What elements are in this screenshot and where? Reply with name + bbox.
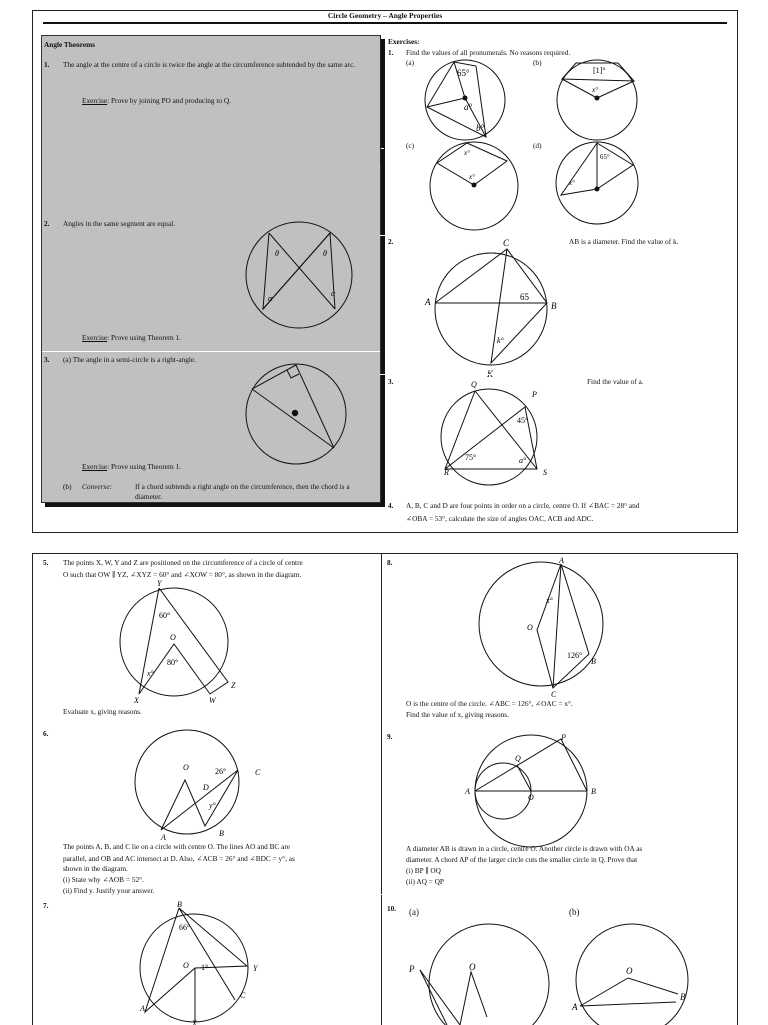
q10a-label: (a) — [409, 907, 419, 917]
ex-3-diagram — [433, 379, 563, 479]
diameter — [252, 389, 334, 448]
worksheet-page-2 — [32, 553, 738, 1025]
svg-text:C: C — [240, 991, 246, 1000]
theorem-3b-label: (b) — [63, 482, 72, 491]
svg-text:x°: x° — [569, 179, 575, 187]
label-theta-1: θ — [275, 249, 279, 258]
ex-2-text: AB is a diameter. Find the value of k. — [569, 237, 679, 246]
svg-text:B: B — [177, 900, 182, 909]
q5-number: 5. — [43, 558, 49, 567]
theorem-2-exercise: Exercise: Prove using Theorem 1. — [82, 333, 181, 342]
svg-text:P: P — [561, 733, 566, 742]
ex-1c-diagram — [429, 141, 519, 231]
ex-3-text: Find the value of a. — [587, 377, 644, 386]
svg-text:A: A — [140, 1004, 145, 1013]
q8-line-1: O is the centre of the circle. ∠ABC = 126°, ∠OAC = x°. — [406, 699, 573, 708]
svg-text:O: O — [183, 763, 189, 772]
svg-text:x°: x° — [546, 596, 553, 605]
svg-text:C: C — [551, 690, 557, 699]
svg-text:y°: y° — [209, 801, 216, 810]
svg-text:x°: x° — [464, 149, 470, 157]
svg-text:60°: 60° — [159, 611, 171, 620]
ex-1b-diagram — [556, 59, 638, 141]
q6-number: 6. — [43, 729, 49, 738]
svg-text:26°: 26° — [215, 767, 227, 776]
svg-text:O: O — [528, 793, 534, 802]
svg-text:C: C — [255, 768, 261, 777]
label-theta-2: θ — [323, 249, 327, 258]
svg-text:O: O — [527, 623, 533, 632]
q8-number: 8. — [387, 558, 393, 567]
q10-number: 10. — [387, 904, 397, 913]
theorems-heading: Angle Theorems — [44, 40, 96, 49]
svg-text:A: A — [425, 297, 431, 307]
ex-1a-label: (a) — [406, 58, 415, 67]
svg-text:A: A — [161, 833, 166, 842]
q9-number: 9. — [387, 732, 393, 741]
svg-text:126°: 126° — [567, 651, 583, 660]
svg-text:A: A — [572, 1002, 578, 1012]
svg-text:K: K — [487, 369, 494, 379]
svg-text:k°: k° — [497, 336, 504, 345]
svg-text:X: X — [192, 1019, 197, 1025]
panel-divider — [42, 351, 380, 352]
ex-1-number: 1. — [388, 48, 394, 57]
svg-text:C: C — [503, 238, 510, 248]
svg-text:Q: Q — [515, 754, 521, 763]
ex-1d-label: (d) — [533, 141, 542, 150]
svg-text:B: B — [680, 992, 686, 1002]
svg-text:65°: 65° — [600, 153, 610, 161]
q10b-diagram — [570, 922, 720, 1025]
right-angle-mark — [287, 370, 299, 378]
svg-text:S: S — [543, 468, 547, 477]
svg-text:B: B — [591, 657, 596, 666]
svg-text:x°: x° — [147, 669, 154, 678]
label-alpha-2: α — [331, 289, 336, 298]
svg-text:Y: Y — [253, 964, 258, 973]
svg-text:Q: Q — [471, 380, 477, 389]
theorem-3b-text: If a chord subtends a right angle on the circumference, then the chord is a diameter. — [135, 482, 350, 501]
svg-text:X: X — [134, 696, 139, 705]
q8-diagram — [473, 556, 613, 699]
q9-line-2: diameter. A chord AP of the larger circle cuts the smaller circle in Q. Prove that — [406, 855, 638, 864]
ex-2-number: 2. — [388, 237, 394, 246]
circle — [246, 222, 352, 328]
theorem-3a-text: (a) The angle in a semi-circle is a right-angle. — [63, 355, 196, 364]
svg-text:[1]°: [1]° — [593, 66, 606, 75]
svg-text:R: R — [444, 468, 449, 477]
svg-text:65: 65 — [520, 292, 529, 302]
svg-text:Z: Z — [231, 681, 236, 690]
ex-4-line-1: A, B, C and D are four points in order on a circle, centre O. If ∠BAC = 28° and — [406, 501, 640, 510]
theorem-1-number: 1. — [44, 60, 50, 69]
q7-diagram — [137, 900, 267, 1025]
svg-text:a°: a° — [519, 456, 527, 465]
theorem-3-exercise: Exercise: Prove using Theorem 1. — [82, 462, 181, 471]
q6-line-3: shown in the diagram. — [63, 864, 128, 873]
q5-evaluate: Evaluate x, giving reasons. — [63, 707, 142, 716]
svg-text:D: D — [203, 783, 209, 792]
theorem-1-exercise: Exercise: Prove by joining PO and producing to Q. — [82, 96, 231, 105]
ex-1b-label: (b) — [533, 58, 542, 67]
svg-text:B: B — [219, 829, 224, 838]
svg-text:x°: x° — [469, 173, 475, 181]
svg-text:Y: Y — [157, 579, 162, 588]
svg-text:W: W — [209, 696, 216, 705]
centre-dot — [292, 410, 298, 416]
theorem-3b-converse: Converse: — [82, 482, 112, 491]
q10b-label: (b) — [569, 907, 580, 917]
svg-text:b°: b° — [476, 123, 485, 133]
svg-text:x°: x° — [592, 86, 598, 94]
svg-text:P: P — [532, 390, 537, 399]
svg-text:75°: 75° — [465, 453, 477, 462]
ex-1d-diagram — [555, 141, 639, 225]
title-rule — [43, 22, 727, 24]
q6-part-ii: (ii) Find y. Justify your answer. — [63, 886, 155, 895]
q5-diagram — [115, 579, 245, 705]
worksheet-page-1 — [32, 10, 738, 533]
q5-line-1: The points X, W, Y and Z are positioned on the circumference of a circle of centre — [63, 558, 303, 567]
ex-3-number: 3. — [388, 377, 394, 386]
q9-part-i: (i) BP ∥ OQ — [406, 866, 441, 875]
chords — [263, 233, 335, 309]
svg-text:O: O — [626, 966, 633, 976]
q6-line-1: The points A, B, and C lie on a circle with centre O. The lines AO and BC are — [63, 842, 291, 851]
column-divider — [381, 554, 382, 1025]
svg-text:O: O — [469, 962, 476, 972]
theorem-2-text: Angles in the same segment are equal. — [63, 219, 176, 228]
theorem-2-number: 2. — [44, 219, 50, 228]
theorem-1-text: The angle at the centre of a circle is twice the angle at the circumference subtended by the same arc. — [63, 60, 356, 69]
ex-2-diagram — [425, 237, 557, 379]
exercises-heading: Exercises: — [388, 37, 420, 46]
svg-text:a°: a° — [464, 102, 473, 112]
q7-number: 7. — [43, 901, 49, 910]
svg-text:O: O — [183, 961, 189, 970]
theorems-panel — [41, 35, 381, 503]
ex-4-line-2: ∠OBA = 53°, calculate the size of angles OAC, ACB and ADC. — [406, 514, 594, 523]
q10a-diagram — [405, 922, 555, 1025]
svg-text:45°: 45° — [517, 416, 529, 425]
svg-text:B: B — [551, 301, 557, 311]
q8-line-2: Find the value of x, giving reasons. — [406, 710, 509, 719]
theorem-3-number: 3. — [44, 355, 50, 364]
q6-part-i: (i) State why ∠AOB = 52°. — [63, 875, 144, 884]
ex-1a-diagram — [424, 59, 506, 141]
ex-1-text: Find the values of all pronumerals. No reasons required. — [406, 48, 571, 57]
page-title: Circle Geometry – Angle Properties — [327, 11, 443, 20]
svg-text:66°: 66° — [179, 923, 191, 932]
svg-text:O: O — [170, 633, 176, 642]
q9-part-ii: (ii) AQ = QP — [406, 877, 444, 886]
theorem-2-diagram — [245, 221, 353, 329]
ex-1c-label: (c) — [406, 141, 415, 150]
ex-4-number: 4. — [388, 501, 394, 510]
q9-line-1: A diameter AB is drawn in a circle, centre O. Another circle is drawn with OA as — [406, 844, 643, 853]
theorem-3-diagram — [244, 362, 348, 466]
svg-text:65°: 65° — [457, 68, 470, 78]
label-alpha-1: α — [268, 294, 273, 303]
q5-line-2: O such that OW ∥ YZ, ∠XYZ = 60° and ∠XOW = 80°, as shown in the diagram. — [63, 570, 302, 579]
svg-text:A: A — [465, 787, 470, 796]
svg-text:1°: 1° — [201, 963, 209, 972]
q6-diagram — [133, 726, 273, 842]
q9-diagram — [461, 734, 601, 844]
svg-text:B: B — [591, 787, 596, 796]
svg-text:80°: 80° — [167, 658, 179, 667]
svg-text:A: A — [559, 556, 564, 565]
svg-text:P: P — [409, 964, 415, 974]
q6-line-2: parallel, and OB and AC intersect at D. Also, ∠ACB = 26° and ∠BDC = y°, as — [63, 854, 295, 863]
